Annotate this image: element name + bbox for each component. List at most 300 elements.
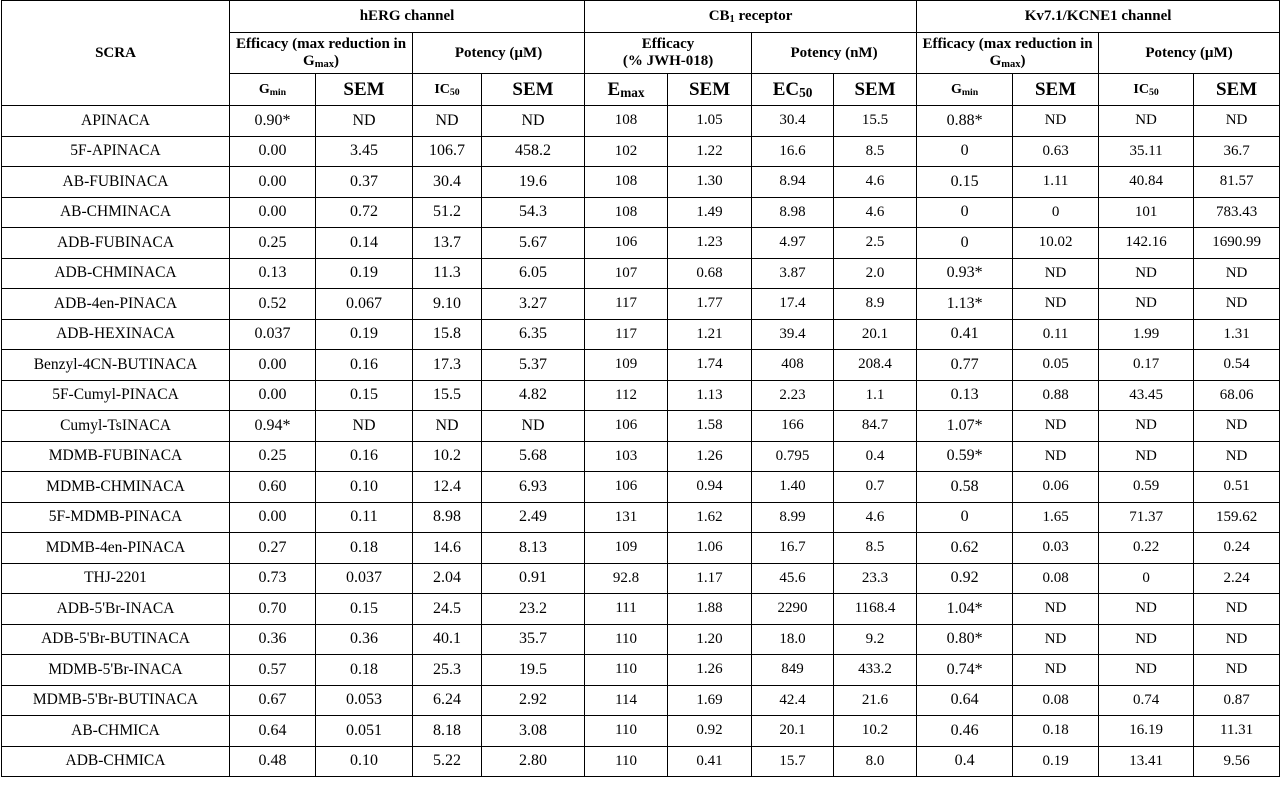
cb1-ec50-cell: 4.97: [752, 228, 834, 259]
kv71-gmin-sem-cell: 0.08: [1013, 563, 1099, 594]
cb1-emax-cell: 111: [585, 594, 668, 625]
kv71-ic50-cell: 71.37: [1099, 502, 1194, 533]
group-title-herg: hERG channel: [230, 1, 585, 33]
kv71-ic50-cell: 35.11: [1099, 136, 1194, 167]
kv71-ic50-sem-cell: ND: [1194, 106, 1280, 137]
kv71-gmin-sem-cell: ND: [1013, 258, 1099, 289]
kv71-ic50-cell: 0.59: [1099, 472, 1194, 503]
cb1-emax-cell: 117: [585, 319, 668, 350]
kv71-ic50-cell: 40.84: [1099, 167, 1194, 198]
herg-gmin-cell: 0.00: [230, 136, 316, 167]
herg-gmin-sem-cell: 0.19: [316, 319, 413, 350]
cb1-ec50-sem-cell: 21.6: [834, 685, 917, 716]
cb1-ec50-cell: 16.7: [752, 533, 834, 564]
table-row: [2, 197, 1280, 228]
compound-name-cell: MDMB-4en-PINACA: [2, 533, 230, 564]
kv71-gmin-cell: 0.4: [917, 746, 1013, 777]
cb1-ec50-sem-cell: 2.0: [834, 258, 917, 289]
kv71-ic50-sem-cell: ND: [1194, 289, 1280, 320]
herg-ic50-sem-cell: 2.49: [482, 502, 585, 533]
cb1-emax-cell: 108: [585, 167, 668, 198]
compound-name-cell: 5F-APINACA: [2, 136, 230, 167]
cb1-emax-cell: 92.8: [585, 563, 668, 594]
kv71-ic50-sem-cell: 11.31: [1194, 716, 1280, 747]
herg-ic50-sem-cell: 6.05: [482, 258, 585, 289]
kv71-ic50-sem-cell: 0.24: [1194, 533, 1280, 564]
herg-ic50-sem-cell: 8.13: [482, 533, 585, 564]
herg-gmin-cell: 0.48: [230, 746, 316, 777]
herg-ic50-cell: ND: [413, 106, 482, 137]
cb1-ec50-sem-cell: 8.5: [834, 136, 917, 167]
herg-ic50-cell: 30.4: [413, 167, 482, 198]
kv71-ic50-cell: 0.74: [1099, 685, 1194, 716]
kv71-gmin-sem-cell: 0.63: [1013, 136, 1099, 167]
herg-efficacy-header: Efficacy (max reduction in $G_{max}$): [230, 33, 413, 74]
cb1-ec50-cell: 16.6: [752, 136, 834, 167]
herg-gmin-cell: 0.00: [230, 380, 316, 411]
cb1-ec50-cell: 1.40: [752, 472, 834, 503]
kv71-ic50-cell: ND: [1099, 594, 1194, 625]
herg-ic50-cell: 51.2: [413, 197, 482, 228]
table-row: [2, 350, 1280, 381]
kv71-ic50-sem-cell: 0.51: [1194, 472, 1280, 503]
herg-ic50-sem-cell: 23.2: [482, 594, 585, 625]
herg-gmin-sem-cell: ND: [316, 106, 413, 137]
compound-name-cell: ADB-CHMINACA: [2, 258, 230, 289]
cb1-ec50-cell: 849: [752, 655, 834, 686]
kv71-ic50-cell: 0: [1099, 563, 1194, 594]
kv71-gmin-sem-cell: 0.06: [1013, 472, 1099, 503]
kv71-gmin-sem-cell: 0.08: [1013, 685, 1099, 716]
herg-ic50-sem-cell: 3.08: [482, 716, 585, 747]
herg-ic50-sem-cell: 6.93: [482, 472, 585, 503]
kv71-ic50-sem-cell: 2.24: [1194, 563, 1280, 594]
compound-name-cell: 5F-MDMB-PINACA: [2, 502, 230, 533]
compound-name-cell: THJ-2201: [2, 563, 230, 594]
kv71-gmin-sem-cell: ND: [1013, 441, 1099, 472]
cb1-ec50-sem-cell: 15.5: [834, 106, 917, 137]
herg-gmin-header: $G_{min}$: [230, 74, 316, 106]
cb1-ec50-sem-cell: 208.4: [834, 350, 917, 381]
kv71-gmin-sem-cell: ND: [1013, 411, 1099, 442]
herg-ic50-sem-cell: 5.67: [482, 228, 585, 259]
scra-data-table: [1, 0, 1280, 777]
herg-gmin-cell: 0.94*: [230, 411, 316, 442]
kv71-ic50-sem-cell: 9.56: [1194, 746, 1280, 777]
kv71-ic50-sem-cell: 0.54: [1194, 350, 1280, 381]
table-row: [2, 411, 1280, 442]
kv71-ic50-cell: ND: [1099, 624, 1194, 655]
herg-gmin-cell: 0.25: [230, 228, 316, 259]
kv71-ic50-sem-cell: ND: [1194, 411, 1280, 442]
herg-gmin-sem-cell: 0.067: [316, 289, 413, 320]
kv71-gmin-cell: 0.93*: [917, 258, 1013, 289]
cb1-ec50-sem-cell: 4.6: [834, 197, 917, 228]
herg-gmin-cell: 0.52: [230, 289, 316, 320]
table-row: [2, 136, 1280, 167]
cb1-emax-sem-cell: 1.30: [668, 167, 752, 198]
kv71-gmin-cell: 0.46: [917, 716, 1013, 747]
kv71-potency-header: Potency (µM): [1099, 33, 1280, 74]
kv71-gmin-cell: 0.15: [917, 167, 1013, 198]
kv71-ic50-cell: ND: [1099, 289, 1194, 320]
herg-gmin-sem-cell: 0.10: [316, 746, 413, 777]
kv71-ic50-cell: ND: [1099, 258, 1194, 289]
cb1-emax-sem-cell: 1.62: [668, 502, 752, 533]
kv71-gmin-sem-cell: 0.11: [1013, 319, 1099, 350]
cb1-ec50-sem-cell: 2.5: [834, 228, 917, 259]
kv71-gmin-sem-cell: 0.05: [1013, 350, 1099, 381]
cb1-emax-sem-cell: 1.58: [668, 411, 752, 442]
kv71-ic50-header: $IC_{50}$: [1099, 74, 1194, 106]
kv71-gmin-cell: 0.74*: [917, 655, 1013, 686]
herg-gmin-sem-cell: 0.15: [316, 594, 413, 625]
table-row: [2, 685, 1280, 716]
kv71-ic50-sem-cell: ND: [1194, 655, 1280, 686]
compound-name-cell: AB-CHMINACA: [2, 197, 230, 228]
cb1-emax-sem-cell: 0.92: [668, 716, 752, 747]
herg-ic50-cell: 106.7: [413, 136, 482, 167]
herg-gmin-sem-cell: 0.053: [316, 685, 413, 716]
kv71-gmin-sem-cell: 0.03: [1013, 533, 1099, 564]
group-title-kv71: Kv7.1/KCNE1 channel: [917, 1, 1280, 33]
kv71-ic50-cell: ND: [1099, 106, 1194, 137]
cb1-emax-cell: 106: [585, 228, 668, 259]
cb1-emax-cell: 110: [585, 746, 668, 777]
cb1-ec50-sem-cell: 8.9: [834, 289, 917, 320]
compound-name-cell: ADB-5'Br-INACA: [2, 594, 230, 625]
cb1-ec50-sem-cell: 8.5: [834, 533, 917, 564]
cb1-ec50-cell: 17.4: [752, 289, 834, 320]
kv71-gmin-cell: 0.41: [917, 319, 1013, 350]
kv71-gmin-sem-cell: ND: [1013, 655, 1099, 686]
table-row: [2, 380, 1280, 411]
herg-gmin-cell: 0.70: [230, 594, 316, 625]
kv71-gmin-sem-cell: 0: [1013, 197, 1099, 228]
kv71-ic50-cell: 0.22: [1099, 533, 1194, 564]
compound-name-cell: AB-CHMICA: [2, 716, 230, 747]
herg-gmin-cell: 0.36: [230, 624, 316, 655]
herg-ic50-cell: 14.6: [413, 533, 482, 564]
kv71-gmin-cell: 0: [917, 502, 1013, 533]
cb1-ec50-sem-cell: 433.2: [834, 655, 917, 686]
cb1-ec50-header: $EC_{50}$: [752, 74, 834, 106]
header-row-groups: [2, 1, 1280, 33]
cb1-emax-cell: 131: [585, 502, 668, 533]
compound-name-cell: MDMB-5'Br-INACA: [2, 655, 230, 686]
kv71-gmin-cell: 0: [917, 136, 1013, 167]
table-row: [2, 167, 1280, 198]
kv71-ic50-cell: 142.16: [1099, 228, 1194, 259]
kv71-gmin-sem-cell: 1.65: [1013, 502, 1099, 533]
cb1-ec50-sem-cell: 20.1: [834, 319, 917, 350]
kv71-gmin-cell: 0.13: [917, 380, 1013, 411]
herg-ic50-cell: 25.3: [413, 655, 482, 686]
compound-name-cell: MDMB-CHMINACA: [2, 472, 230, 503]
herg-ic50-cell: 17.3: [413, 350, 482, 381]
kv71-gmin-sem-cell: 0.88: [1013, 380, 1099, 411]
kv71-ic50-cell: 101: [1099, 197, 1194, 228]
herg-gmin-cell: 0.57: [230, 655, 316, 686]
kv71-ic50-sem-cell: ND: [1194, 594, 1280, 625]
kv71-ic50-sem-cell: 81.57: [1194, 167, 1280, 198]
kv71-ic50-sem-cell: 1.31: [1194, 319, 1280, 350]
herg-ic50-cell: 8.98: [413, 502, 482, 533]
herg-ic50-sem-cell: 6.35: [482, 319, 585, 350]
cb1-ec50-cell: 39.4: [752, 319, 834, 350]
compound-name-cell: MDMB-FUBINACA: [2, 441, 230, 472]
herg-gmin-sem-cell: ND: [316, 411, 413, 442]
herg-ic50-cell: 6.24: [413, 685, 482, 716]
herg-ic50-sem-cell: ND: [482, 106, 585, 137]
herg-ic50-cell: 2.04: [413, 563, 482, 594]
herg-ic50-sem-cell: 0.91: [482, 563, 585, 594]
cb1-ec50-sem-cell: 10.2: [834, 716, 917, 747]
cb1-emax-sem-cell: 1.26: [668, 655, 752, 686]
table-row: [2, 502, 1280, 533]
herg-gmin-sem-cell: 0.16: [316, 350, 413, 381]
cb1-ec50-sem-cell: 4.6: [834, 167, 917, 198]
herg-gmin-cell: 0.27: [230, 533, 316, 564]
herg-gmin-cell: 0.00: [230, 350, 316, 381]
cb1-ec50-cell: 408: [752, 350, 834, 381]
herg-ic50-cell: 5.22: [413, 746, 482, 777]
herg-ic50-sem-cell: 54.3: [482, 197, 585, 228]
herg-gmin-sem-cell: 0.72: [316, 197, 413, 228]
cb1-ec50-cell: 30.4: [752, 106, 834, 137]
herg-gmin-sem-cell: 0.37: [316, 167, 413, 198]
cb1-emax-sem-cell: 1.26: [668, 441, 752, 472]
table-row: [2, 289, 1280, 320]
herg-ic50-sem-cell: 4.82: [482, 380, 585, 411]
kv71-gmin-cell: 0: [917, 197, 1013, 228]
cb1-ec50-sem-cell: 9.2: [834, 624, 917, 655]
cb1-ec50-cell: 0.795: [752, 441, 834, 472]
herg-ic50-cell: 8.18: [413, 716, 482, 747]
cb1-ec50-cell: 8.99: [752, 502, 834, 533]
herg-gmin-cell: 0.60: [230, 472, 316, 503]
cb1-emax-cell: 110: [585, 716, 668, 747]
kv71-gmin-cell: 1.04*: [917, 594, 1013, 625]
kv71-efficacy-header: Efficacy (max reduction in $G_{max}$): [917, 33, 1099, 74]
herg-ic50-sem-cell: 19.5: [482, 655, 585, 686]
compound-name-cell: 5F-Cumyl-PINACA: [2, 380, 230, 411]
cb1-emax-cell: 106: [585, 411, 668, 442]
cb1-ec50-cell: 8.94: [752, 167, 834, 198]
kv71-gmin-sem-cell: ND: [1013, 289, 1099, 320]
kv71-ic50-sem-cell: 36.7: [1194, 136, 1280, 167]
kv71-ic50-cell: 16.19: [1099, 716, 1194, 747]
cb1-emax-sem-header: SEM: [668, 74, 752, 106]
compound-column-header: SCRA: [2, 1, 230, 106]
herg-ic50-sem-cell: 2.80: [482, 746, 585, 777]
herg-ic50-sem-header: SEM: [482, 74, 585, 106]
cb1-emax-cell: 112: [585, 380, 668, 411]
cb1-emax-sem-cell: 1.74: [668, 350, 752, 381]
kv71-gmin-sem-cell: 1.11: [1013, 167, 1099, 198]
cb1-emax-sem-cell: 0.68: [668, 258, 752, 289]
compound-name-cell: Cumyl-TsINACA: [2, 411, 230, 442]
herg-gmin-sem-cell: 0.051: [316, 716, 413, 747]
kv71-ic50-sem-cell: 159.62: [1194, 502, 1280, 533]
kv71-gmin-sem-cell: ND: [1013, 106, 1099, 137]
group-title-cb1: $CB_1$ receptor: [585, 1, 917, 33]
compound-name-cell: ADB-FUBINACA: [2, 228, 230, 259]
cb1-ec50-cell: 20.1: [752, 716, 834, 747]
table-row: [2, 228, 1280, 259]
herg-potency-header: Potency (µM): [413, 33, 585, 74]
cb1-ec50-cell: 15.7: [752, 746, 834, 777]
cb1-emax-cell: 114: [585, 685, 668, 716]
compound-name-cell: APINACA: [2, 106, 230, 137]
herg-gmin-sem-cell: 3.45: [316, 136, 413, 167]
kv71-gmin-sem-cell: 10.02: [1013, 228, 1099, 259]
herg-gmin-cell: 0.13: [230, 258, 316, 289]
herg-ic50-sem-cell: 5.37: [482, 350, 585, 381]
cb1-emax-sem-cell: 1.13: [668, 380, 752, 411]
compound-name-cell: AB-FUBINACA: [2, 167, 230, 198]
cb1-emax-cell: 117: [585, 289, 668, 320]
table-row: [2, 594, 1280, 625]
cb1-ec50-sem-cell: 1.1: [834, 380, 917, 411]
kv71-ic50-sem-cell: 68.06: [1194, 380, 1280, 411]
cb1-emax-sem-cell: 1.17: [668, 563, 752, 594]
cb1-emax-sem-cell: 1.22: [668, 136, 752, 167]
cb1-efficacy-header: Efficacy (% JWH-018): [585, 33, 752, 74]
cb1-emax-cell: 109: [585, 533, 668, 564]
cb1-emax-sem-cell: 1.69: [668, 685, 752, 716]
cb1-emax-cell: 109: [585, 350, 668, 381]
table-row: [2, 746, 1280, 777]
cb1-ec50-cell: 42.4: [752, 685, 834, 716]
herg-gmin-cell: 0.64: [230, 716, 316, 747]
cb1-ec50-cell: 2290: [752, 594, 834, 625]
kv71-ic50-sem-cell: ND: [1194, 258, 1280, 289]
herg-gmin-cell: 0.037: [230, 319, 316, 350]
kv71-ic50-sem-cell: 0.87: [1194, 685, 1280, 716]
cb1-emax-cell: 107: [585, 258, 668, 289]
cb1-ec50-cell: 2.23: [752, 380, 834, 411]
kv71-gmin-cell: 1.13*: [917, 289, 1013, 320]
table-row: [2, 441, 1280, 472]
kv71-ic50-cell: 1.99: [1099, 319, 1194, 350]
herg-ic50-cell: 13.7: [413, 228, 482, 259]
table-body: [2, 106, 1280, 777]
herg-gmin-sem-cell: 0.037: [316, 563, 413, 594]
herg-ic50-sem-cell: 458.2: [482, 136, 585, 167]
herg-ic50-cell: 9.10: [413, 289, 482, 320]
cb1-emax-cell: 103: [585, 441, 668, 472]
cb1-ec50-sem-header: SEM: [834, 74, 917, 106]
herg-gmin-sem-cell: 0.36: [316, 624, 413, 655]
compound-name-cell: ADB-CHMICA: [2, 746, 230, 777]
kv71-ic50-cell: 13.41: [1099, 746, 1194, 777]
table-row: [2, 533, 1280, 564]
herg-gmin-sem-cell: 0.10: [316, 472, 413, 503]
kv71-gmin-cell: 0: [917, 228, 1013, 259]
herg-ic50-sem-cell: 19.6: [482, 167, 585, 198]
table-row: [2, 106, 1280, 137]
kv71-ic50-cell: 43.45: [1099, 380, 1194, 411]
kv71-gmin-cell: 0.77: [917, 350, 1013, 381]
cb1-ec50-cell: 45.6: [752, 563, 834, 594]
cb1-emax-cell: 108: [585, 197, 668, 228]
kv71-gmin-sem-cell: ND: [1013, 624, 1099, 655]
cb1-emax-sem-cell: 1.88: [668, 594, 752, 625]
herg-ic50-cell: 11.3: [413, 258, 482, 289]
cb1-ec50-sem-cell: 23.3: [834, 563, 917, 594]
herg-gmin-sem-cell: 0.15: [316, 380, 413, 411]
cb1-ec50-sem-cell: 84.7: [834, 411, 917, 442]
kv71-gmin-cell: 0.64: [917, 685, 1013, 716]
cb1-ec50-sem-cell: 8.0: [834, 746, 917, 777]
herg-gmin-sem-cell: 0.11: [316, 502, 413, 533]
herg-gmin-cell: 0.00: [230, 502, 316, 533]
cb1-ec50-cell: 166: [752, 411, 834, 442]
cb1-emax-sem-cell: 1.77: [668, 289, 752, 320]
table-row: [2, 716, 1280, 747]
kv71-ic50-cell: 0.17: [1099, 350, 1194, 381]
kv71-ic50-cell: ND: [1099, 411, 1194, 442]
cb1-emax-sem-cell: 0.94: [668, 472, 752, 503]
table-row: [2, 655, 1280, 686]
herg-gmin-cell: 0.25: [230, 441, 316, 472]
cb1-emax-sem-cell: 1.20: [668, 624, 752, 655]
kv71-gmin-cell: 1.07*: [917, 411, 1013, 442]
cb1-emax-cell: 110: [585, 624, 668, 655]
kv71-ic50-sem-header: SEM: [1194, 74, 1280, 106]
kv71-gmin-sem-cell: 0.18: [1013, 716, 1099, 747]
herg-ic50-sem-cell: 2.92: [482, 685, 585, 716]
herg-gmin-sem-cell: 0.16: [316, 441, 413, 472]
herg-ic50-cell: 12.4: [413, 472, 482, 503]
herg-ic50-sem-cell: 5.68: [482, 441, 585, 472]
herg-ic50-header: $IC_{50}$: [413, 74, 482, 106]
kv71-gmin-sem-header: SEM: [1013, 74, 1099, 106]
kv71-ic50-cell: ND: [1099, 441, 1194, 472]
herg-gmin-cell: 0.00: [230, 197, 316, 228]
compound-name-cell: ADB-4en-PINACA: [2, 289, 230, 320]
herg-ic50-sem-cell: 3.27: [482, 289, 585, 320]
cb1-emax-sem-cell: 1.05: [668, 106, 752, 137]
cb1-emax-sem-cell: 1.49: [668, 197, 752, 228]
herg-gmin-cell: 0.00: [230, 167, 316, 198]
cb1-potency-header: Potency (nM): [752, 33, 917, 74]
kv71-gmin-sem-cell: 0.19: [1013, 746, 1099, 777]
kv71-gmin-cell: 0.59*: [917, 441, 1013, 472]
table-row: [2, 624, 1280, 655]
herg-gmin-cell: 0.73: [230, 563, 316, 594]
herg-gmin-sem-cell: 0.14: [316, 228, 413, 259]
kv71-ic50-sem-cell: 1690.99: [1194, 228, 1280, 259]
table-row: [2, 472, 1280, 503]
herg-ic50-cell: 24.5: [413, 594, 482, 625]
kv71-ic50-sem-cell: 783.43: [1194, 197, 1280, 228]
herg-ic50-cell: ND: [413, 411, 482, 442]
herg-ic50-cell: 10.2: [413, 441, 482, 472]
compound-name-cell: ADB-HEXINACA: [2, 319, 230, 350]
table-row: [2, 258, 1280, 289]
cb1-emax-cell: 110: [585, 655, 668, 686]
compound-name-cell: ADB-5'Br-BUTINACA: [2, 624, 230, 655]
herg-ic50-cell: 40.1: [413, 624, 482, 655]
table-row: [2, 319, 1280, 350]
cb1-ec50-sem-cell: 4.6: [834, 502, 917, 533]
cb1-emax-sem-cell: 1.21: [668, 319, 752, 350]
herg-ic50-sem-cell: ND: [482, 411, 585, 442]
herg-gmin-cell: 0.67: [230, 685, 316, 716]
cb1-emax-sem-cell: 1.06: [668, 533, 752, 564]
